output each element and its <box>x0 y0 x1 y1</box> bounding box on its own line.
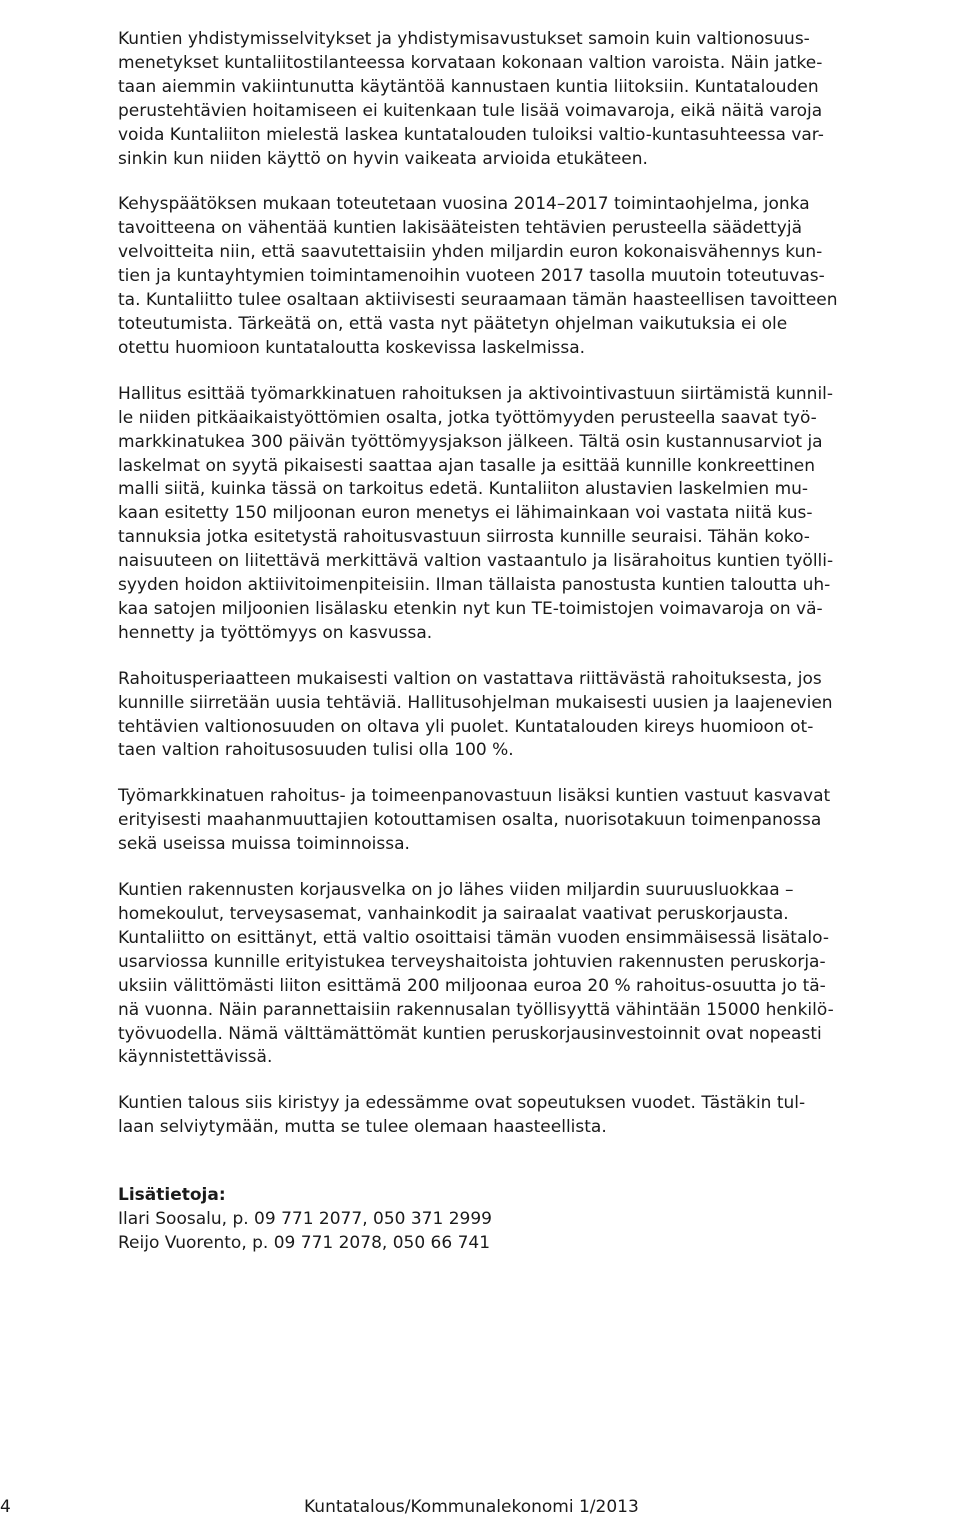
paragraph-repair-debt <box>118 879 944 1070</box>
contact-person: Ilari Soosalu, p. 09 771 2077, 050 371 2999 <box>118 1209 492 1230</box>
text-line: Kuntien talous siis kiristyy ja edessämme ovat sopeutuksen vuodet. Tästäkin tul- <box>118 1093 806 1114</box>
text-line: Kehyspäätöksen mukaan toteutetaan vuosina 2014–2017 toimintaohjelma, jonka <box>118 194 810 215</box>
text-line: laskelmat on syytä pikaisesti saattaa ajan tasalle ja esittää kunnille konkreettinen <box>118 455 816 476</box>
paragraph-responsibilities <box>118 785 944 857</box>
text-line: malli siitä, kuinka tässä on tarkoitus edetä. Kuntaliiton alustavien laskelmien mu- <box>118 479 809 500</box>
text-line: työvuodella. Nämä välttämättömät kuntien peruskorjausinvestoinnit ovat nopeasti <box>118 1023 822 1044</box>
text-line: perustehtävien hoitamiseen ei kuitenkaan tule lisää voimavaroja, eikä näitä varoja <box>118 100 823 121</box>
paragraph-financing-principle <box>118 668 944 764</box>
text-line: hennetty ja työttömyys on kasvussa. <box>118 622 433 643</box>
paragraph-mergers <box>118 28 944 171</box>
text-line: tehtävien valtionosuuden on oltava yli puolet. Kuntatalouden kireys huomioon ot- <box>118 716 814 737</box>
text-line: tien ja kuntayhtymien toimintamenoihin vuoteen 2017 tasolla muutoin toteutuvas- <box>118 266 825 287</box>
contact-heading: Lisätietoja: <box>118 1185 226 1206</box>
text-line: Kuntien yhdistymisselvitykset ja yhdistymisavustukset samoin kuin valtionosuus- <box>118 29 810 49</box>
text-line: voida Kuntaliiton mielestä laskea kuntatalouden tuloiksi valtio-kuntasuhteessa var- <box>118 124 824 145</box>
text-line: sinkin kun niiden käyttö on hyvin vaikeata arvioida etukäteen. <box>118 148 648 169</box>
text-line: kunnille siirretään uusia tehtäviä. Hallitusohjelman mukaisesti uusien ja laajenevien <box>118 692 833 713</box>
text-line: erityisesti maahanmuuttajien kotouttamisen osalta, nuorisotakuun toimenpanossa <box>118 810 822 831</box>
text-line: tannuksia jotka esitetystä rahoitusvastuun siirrosta kunnille seuraisi. Tähän koko- <box>118 527 810 548</box>
text-line: Työmarkkinatuen rahoitus- ja toimeenpanovastuun lisäksi kuntien vastuut kasvavat <box>118 786 831 807</box>
text-line: Hallitus esittää työmarkkinatuen rahoituksen ja aktivointivastuun siirtämistä kunnil- <box>118 383 834 404</box>
text-line: sekä useissa muissa toiminnoissa. <box>118 834 410 855</box>
publication-name: Kuntatalous/Kommunalekonomi 1/2013 <box>304 1497 639 1517</box>
text-line: homekoulut, terveysasemat, vanhainkodit ja sairaalat vaativat peruskorjausta. <box>118 904 789 924</box>
text-line: laan selviytymään, mutta se tulee olemaan haasteellista. <box>118 1117 607 1138</box>
text-line: Rahoitusperiaatteen mukaisesti valtion on vastattava riittävästä rahoituksesta, jos <box>118 668 822 689</box>
text-line: toteutumista. Tärkeätä on, että vasta nyt päätetyn ohjelman vaikutuksia ei ole <box>118 313 788 334</box>
paragraph-conclusion <box>118 1092 944 1140</box>
text-line: tavoitteena on vähentää kuntien lakisääteisten tehtävien perusteella säädettyjä <box>118 218 802 239</box>
paragraph-labour-market-support <box>118 383 944 646</box>
text-line: Kuntien rakennusten korjausvelka on jo lähes viiden miljardin suuruusluokkaa – <box>118 880 794 901</box>
text-line: taan aiemmin vakiintunutta käytäntöä kannustaen kuntia liitoksiin. Kuntatalouden <box>118 76 819 97</box>
text-line: nä vuonna. Näin parannettaisiin rakennusalan työllisyyttä vähintään 15000 henkilö- <box>118 999 834 1020</box>
text-line: kaan esitetty 150 miljoonan euron menetys ei lähimainkaan voi vastata niitä kus- <box>118 503 813 524</box>
contact-person: Reijo Vuorento, p. 09 771 2078, 050 66 741 <box>118 1232 491 1253</box>
text-line: menetykset kuntaliitostilanteessa korvataan kokonaan valtion varoista. Näin jatke- <box>118 52 823 73</box>
text-line: uksiin välittömästi liiton esittämä 200 miljoonaa euroa 20 % rahoitus-osuutta jo tä- <box>118 975 826 996</box>
text-line: ta. Kuntaliitto tulee osaltaan aktiivisesti seuraamaan tämän haasteellisen tavoitteen <box>118 290 838 311</box>
text-line: Kuntaliitto on esittänyt, että valtio osoittaisi tämän vuoden ensimmäisessä lisätalo- <box>118 927 829 948</box>
text-line: usarviossa kunnille erityistukea terveyshaitoista johtuvien rakennusten peruskorja- <box>118 951 826 972</box>
text-line: taen valtion rahoitusosuuden tulisi olla 100 %. <box>118 740 514 761</box>
contact-info <box>118 1184 944 1256</box>
text-line: velvoitteita niin, että saavutettaisiin yhden miljardin euron kokonaisvähennys kun- <box>118 242 823 263</box>
text-line: naisuuteen on liitettävä merkittävä valtion vastaantulo ja lisärahoitus kuntien työlli- <box>118 551 834 572</box>
page-number: 4 <box>0 1497 11 1517</box>
text-line: käynnistettävissä. <box>118 1047 273 1068</box>
text-line: otettu huomioon kuntataloutta koskevissa laskelmissa. <box>118 337 586 358</box>
document-body <box>118 28 944 1256</box>
text-line: kaa satojen miljoonien lisälasku etenkin nyt kun TE-toimistojen voimavaroja on vä- <box>118 598 823 619</box>
text-line: markkinatukea 300 päivän työttömyysjakson jälkeen. Tältä osin kustannusarviot ja <box>118 431 823 452</box>
text-line: le niiden pitkäaikaistyöttömien osalta, jotka työttömyyden perusteella saavat työ- <box>118 407 817 428</box>
text-line: syyden hoidon aktiivitoimenpiteisiin. Ilman tällaista panostusta kuntien taloutta uh- <box>118 575 831 596</box>
paragraph-framework-decision <box>118 193 944 360</box>
